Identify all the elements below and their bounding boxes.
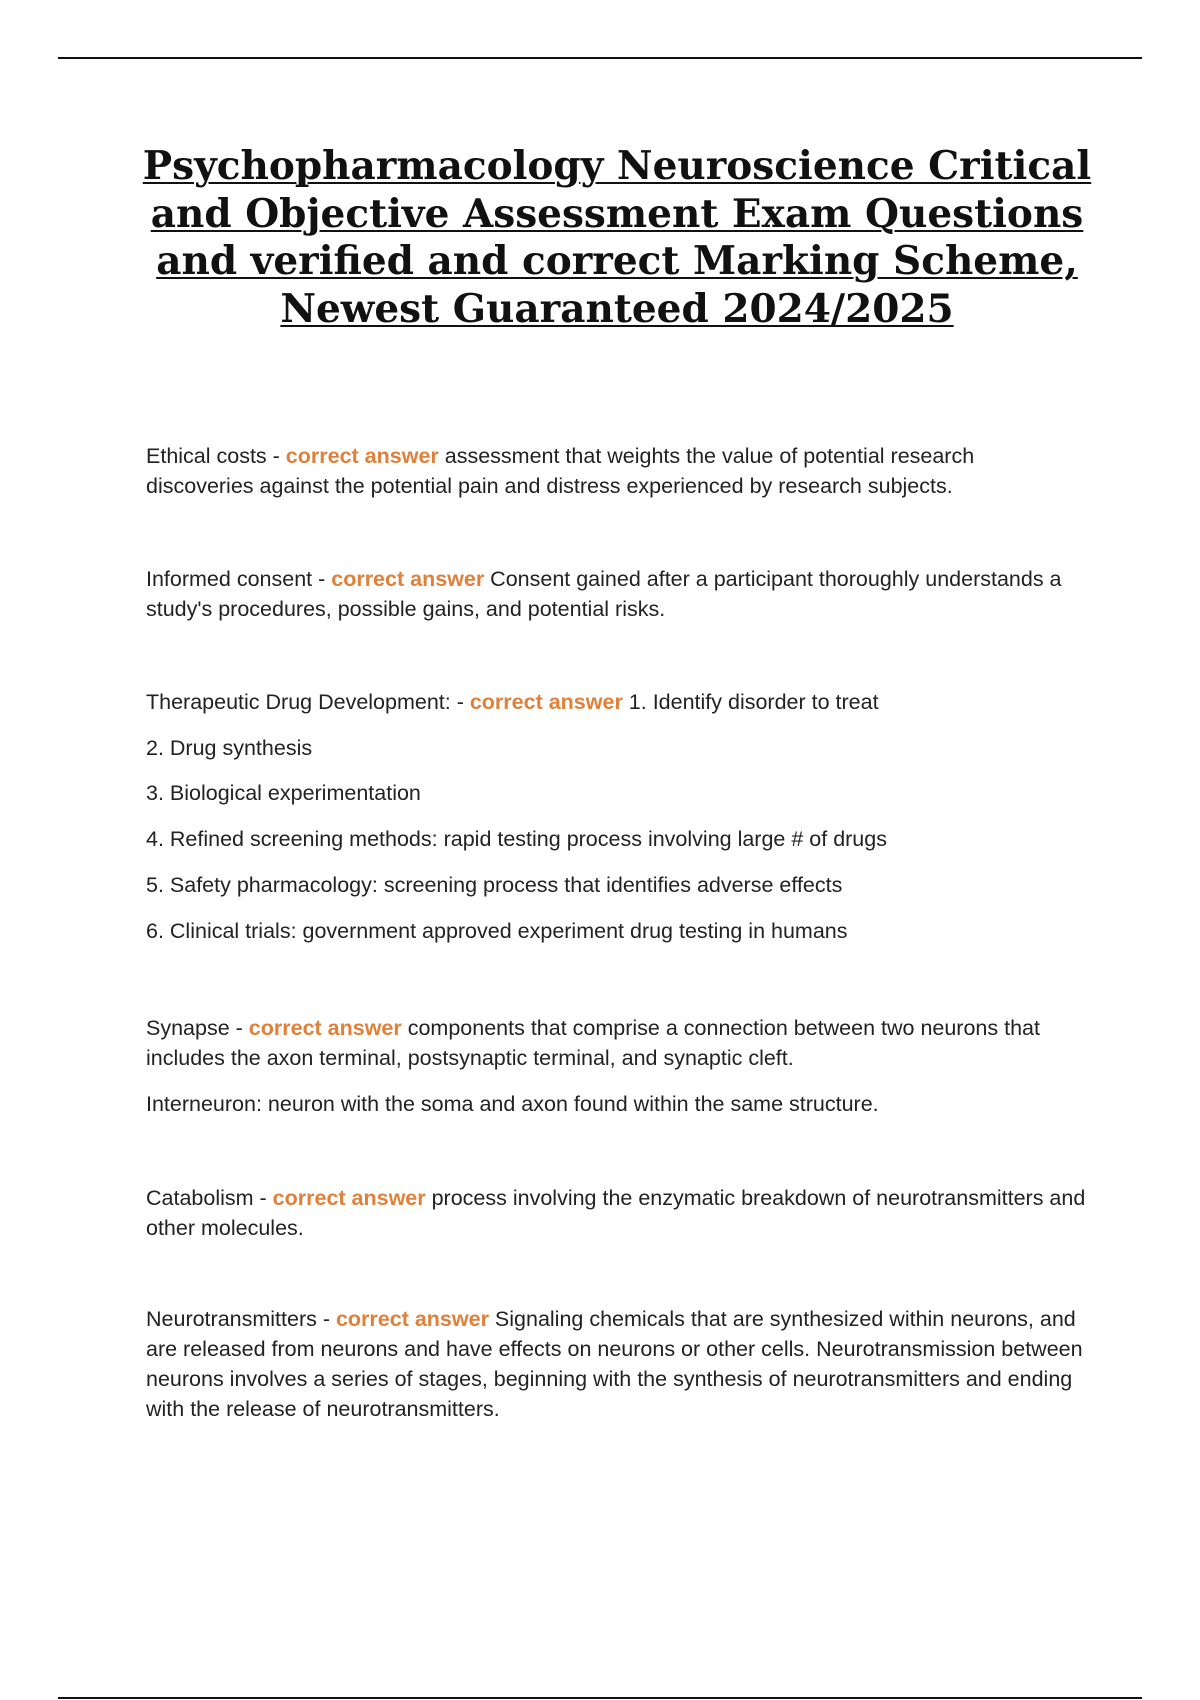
answer-label: correct answer: [331, 567, 485, 591]
term: Catabolism -: [146, 1186, 273, 1210]
extra-note: Interneuron: neuron with the soma and axon found within the same structure.: [146, 1092, 879, 1116]
term: Neurotransmitters -: [146, 1307, 336, 1331]
entry-heading: [146, 1013, 1086, 1073]
answer-label: correct answer: [469, 690, 623, 714]
term: Therapeutic Drug Development: -: [146, 690, 470, 714]
list-item: 6. Clinical trials: government approved experiment drug testing in humans: [146, 919, 848, 943]
term: Informed consent -: [146, 567, 332, 591]
entry-ethical-costs: [146, 441, 1086, 501]
list-item: 2. Drug synthesis: [146, 736, 313, 760]
entry-heading: [146, 687, 1086, 717]
entry-informed-consent: [146, 564, 1086, 624]
entry-catabolism: [146, 1183, 1086, 1243]
definition: assessment that weights the value of potential research discoveries against the potential pain and distress experienced by research subjects.: [146, 444, 975, 498]
document-title-text: Psychopharmacology Neuroscience Critical and Objective Assessment Exam Questions and verified and correct Marking Scheme, Newest Guaranteed 2024/2025: [142, 143, 1092, 332]
definition: process involving the enzymatic breakdown of neurotransmitters and other molecules.: [146, 1186, 1086, 1240]
list-item: 4. Refined screening methods: rapid testing process involving large # of drugs: [146, 827, 887, 851]
answer-label: correct answer: [272, 1186, 426, 1210]
answer-label: correct answer: [285, 444, 439, 468]
top-rule: [58, 57, 1142, 59]
definition: components that comprise a connection between two neurons that includes the axon terminal, postsynaptic terminal, and synaptic cleft.: [146, 1016, 1040, 1070]
definition: Consent gained after a participant thoroughly understands a study's procedures, possible gains, and potential risks.: [146, 567, 1062, 621]
entry-neurotransmitters: [146, 1304, 1086, 1424]
entry-synapse: [146, 1013, 1086, 1119]
definition: Signaling chemicals that are synthesized within neurons, and are released from neurons and have effects on neurons or other cells. Neurotransmission between neurons involves a series of stages, beginning with the synthesis of neurotransmitters and ending with the release of neurotransmitters.: [146, 1307, 1083, 1421]
answer-label: correct answer: [335, 1307, 489, 1331]
definition: 1. Identify disorder to treat: [622, 690, 879, 714]
bottom-rule: [58, 1697, 1142, 1699]
list-item: 3. Biological experimentation: [146, 781, 421, 805]
list-item: 5. Safety pharmacology: screening process that identifies adverse effects: [146, 873, 843, 897]
document-title: [120, 143, 1114, 333]
term: Ethical costs -: [146, 444, 286, 468]
term: Synapse -: [146, 1016, 249, 1040]
entry-therapeutic-drug-development: [146, 687, 1086, 946]
answer-label: correct answer: [248, 1016, 402, 1040]
